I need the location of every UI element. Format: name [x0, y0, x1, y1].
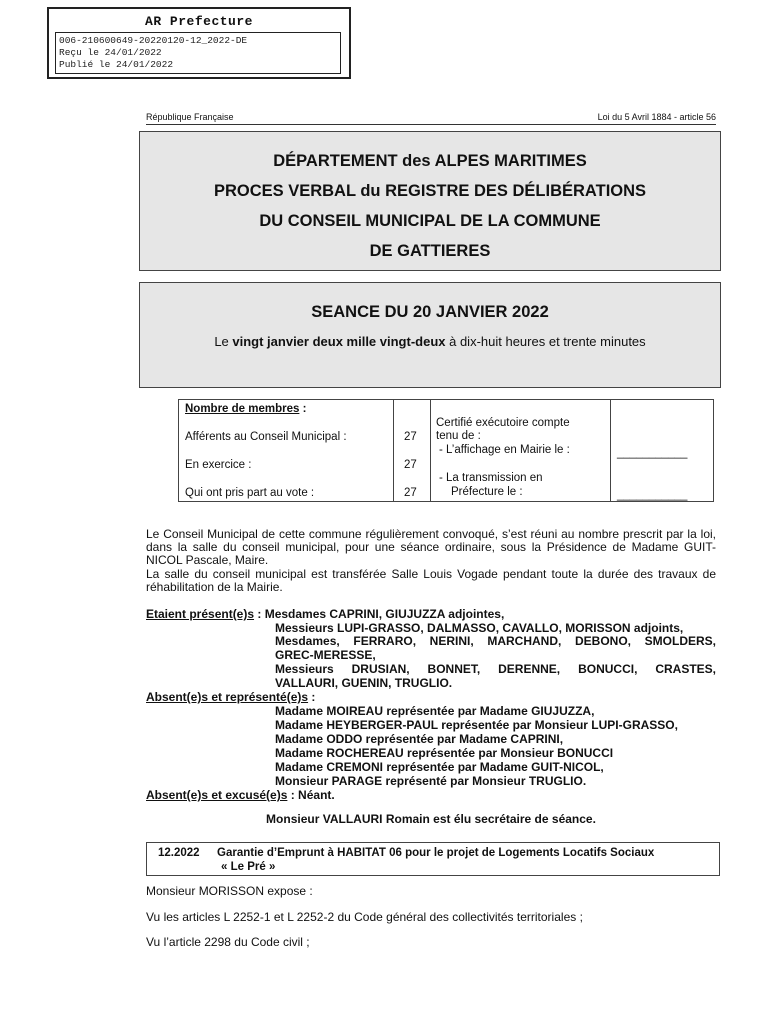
- seance-date: [140, 334, 720, 349]
- present-text-1: : Mesdames CAPRINI, GIUJUZZA adjointes,: [254, 607, 505, 621]
- members-row-value: 27: [404, 431, 417, 443]
- stamp-title: AR Prefecture: [145, 14, 253, 29]
- title-line-4: DE GATTIERES: [369, 242, 491, 260]
- cert-line-1: Certifié exécutoire compte: [436, 417, 570, 429]
- header-right: Loi du 5 Avril 1884 - article 56: [597, 112, 716, 122]
- title-box: [139, 131, 721, 271]
- represented-suffix: :: [308, 690, 316, 704]
- cert-line-5: Préfecture le :: [451, 486, 523, 498]
- represented-item: Madame CREMONI représentée par Madame GUIT-NICOL,: [275, 760, 604, 774]
- members-heading-text: Nombre de membres: [185, 403, 300, 415]
- represented-item: Madame ROCHEREAU représentée par Monsieur BONUCCI: [275, 746, 614, 760]
- stamp-received: Reçu le 24/01/2022: [59, 47, 162, 58]
- members-row-label: En exercice :: [185, 459, 252, 471]
- present-line-6: VALLAURI, GUENIN, TRUGLIO.: [275, 676, 453, 690]
- excused-line: [146, 789, 716, 802]
- cert-blank-2: ___________: [617, 489, 688, 501]
- present-line-5: Messieurs DRUSIAN, BONNET, DERENNE, BONUCCI, CRASTES,: [275, 662, 716, 676]
- date-suffix: à dix-huit heures et trente minutes: [445, 334, 646, 349]
- seance-title: SEANCE DU 20 JANVIER 2022: [311, 303, 549, 321]
- represented-item: Madame ODDO représentée par Madame CAPRINI,: [275, 732, 564, 746]
- cert-line-3: - L’affichage en Mairie le :: [439, 444, 570, 456]
- seance-box: [139, 282, 721, 388]
- stamp-id: 006-210600649-20220120-12_2022-DE: [59, 35, 248, 46]
- secretary-line: Monsieur VALLAURI Romain est élu secrétaire de séance.: [266, 812, 596, 826]
- represented-item: Madame MOIREAU représentée par Madame GIUJUZZA,: [275, 704, 595, 718]
- body-line-3: Vu l’article 2298 du Code civil ;: [146, 935, 310, 949]
- excused-suffix: : Néant.: [287, 788, 335, 802]
- date-bold: vingt janvier deux mille vingt-deux: [232, 334, 446, 349]
- members-values-cell: [394, 400, 431, 502]
- stamp-published: Publié le 24/01/2022: [59, 59, 174, 70]
- subject-number: 12.2022: [158, 847, 200, 859]
- certification-cell: [431, 400, 611, 502]
- present-line-1: [146, 608, 716, 621]
- members-row-value: 27: [404, 459, 417, 471]
- subject-line-1: Garantie d’Emprunt à HABITAT 06 pour le projet de Logements Locatifs Sociaux: [217, 847, 655, 859]
- body-line-1: Monsieur MORISSON expose :: [146, 884, 313, 898]
- represented-heading: [146, 691, 716, 704]
- subject-box: [146, 842, 720, 876]
- members-labels-cell: [179, 400, 394, 502]
- title-line-1: DÉPARTEMENT des ALPES MARITIMES: [273, 152, 587, 170]
- members-table: [178, 399, 714, 502]
- cert-line-2: tenu de :: [436, 430, 481, 442]
- members-heading-suffix: :: [299, 403, 307, 415]
- title-line-3: DU CONSEIL MUNICIPAL DE LA COMMUNE: [259, 212, 601, 230]
- prefecture-stamp: [47, 7, 351, 79]
- represented-item: Monsieur PARAGE représenté par Monsieur TRUGLIO.: [275, 774, 587, 788]
- intro-paragraph-1: Le Conseil Municipal de cette commune régulièrement convoqué, s’est réuni au nombre prescrit par la loi, dans la salle du conseil municipal, pour une séance ordinaire, sous la Présidence de Madame GUIT-NICOL Pascale, Maire.: [146, 527, 716, 567]
- members-row-label: Qui ont pris part au vote :: [185, 487, 315, 499]
- present-label: Etaient présent(e)s: [146, 607, 255, 621]
- body-line-2: Vu les articles L 2252-1 et L 2252-2 du Code général des collectivités territoriales ;: [146, 910, 583, 924]
- subject-line-2: « Le Pré »: [221, 861, 276, 873]
- members-row-value: 27: [404, 487, 417, 499]
- stamp-details: [55, 32, 341, 74]
- members-heading: [185, 402, 306, 416]
- cert-blank-1: ___________: [617, 447, 688, 459]
- certification-blanks-cell: [611, 400, 714, 502]
- header-left: République Française: [146, 112, 234, 122]
- date-prefix: Le: [214, 334, 233, 349]
- members-row-label: Afférents au Conseil Municipal :: [185, 431, 347, 443]
- present-line-2: Messieurs LUPI-GRASSO, DALMASSO, CAVALLO, MORISSON adjoints,: [275, 621, 684, 635]
- represented-label: Absent(e)s et représenté(e)s: [146, 690, 309, 704]
- cert-line-4: - La transmission en: [439, 472, 543, 484]
- title-line-2: PROCES VERBAL du REGISTRE DES DÉLIBÉRATIONS: [213, 182, 647, 200]
- present-line-3: Mesdames, FERRARO, NERINI, MARCHAND, DEBONO, SMOLDERS,: [275, 634, 716, 648]
- intro-paragraph-2: La salle du conseil municipal est transférée Salle Louis Vogade pendant toute la durée des travaux de réhabilitation de la Mairie.: [146, 567, 716, 594]
- present-line-4: GREC-MERESSE,: [275, 648, 376, 662]
- excused-label: Absent(e)s et excusé(e)s: [146, 788, 288, 802]
- document-header: [146, 112, 716, 125]
- represented-item: Madame HEYBERGER-PAUL représentée par Monsieur LUPI-GRASSO,: [275, 718, 678, 732]
